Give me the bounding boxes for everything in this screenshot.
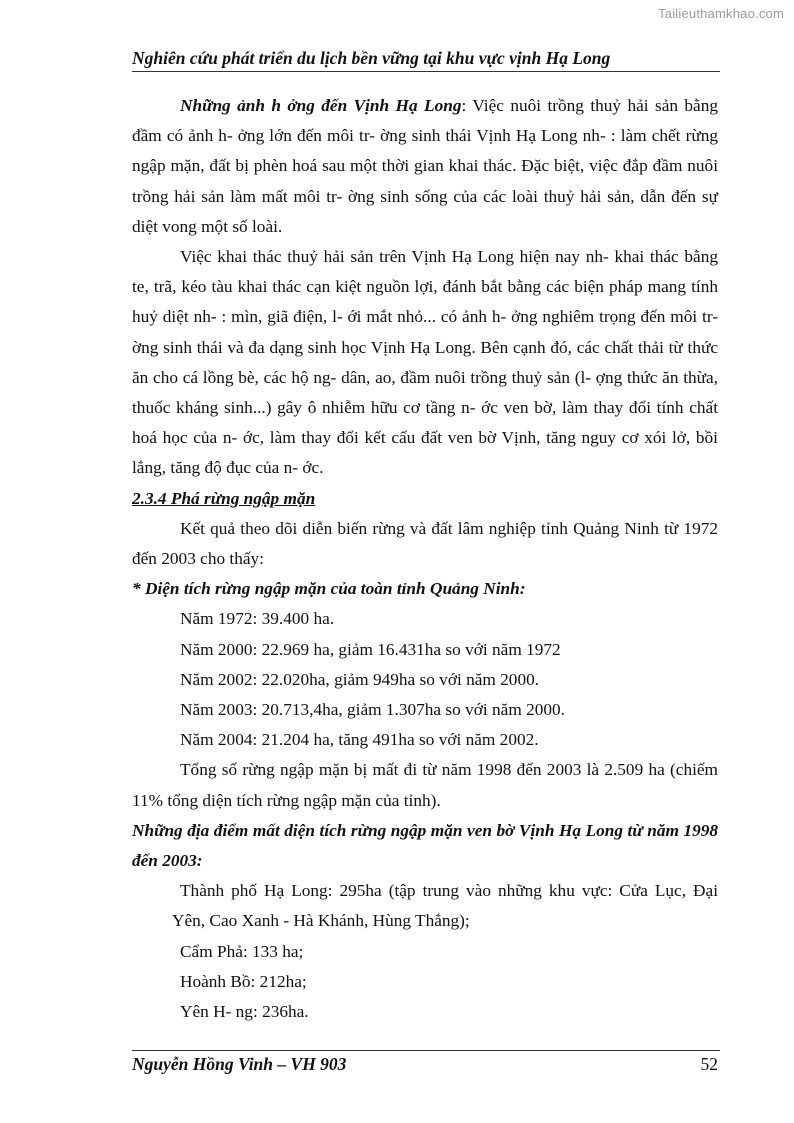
location-item: Hoành Bồ: 212ha; <box>180 971 307 991</box>
paragraph-text: : Việc nuôi trồng thuỷ hải sản bằng đầm có ảnh h- ởng lớn đến môi tr- ờng sinh thái Vịnh Hạ Long nh- : làm chết rừng ngập mặn, đất bị phèn hoá sau một thời gian khai thác. Đặc biệt, việc đắp đầm nuôi trồng hải sản làm mất môi tr- ờng sinh sống của các loài thuỷ hải sản, dẫn đến sự diệt vong một số loài. <box>132 96 718 236</box>
location-item: Cẩm Phả: 133 ha; <box>180 941 304 961</box>
page-number: 52 <box>700 1054 718 1074</box>
page-footer <box>132 1050 720 1075</box>
section-heading: 2.3.4 Phá rừng ngập mặn <box>132 488 316 508</box>
running-header: Nghiên cứu phát triển du lịch bền vững tại khu vực vịnh Hạ Long <box>132 48 720 72</box>
area-item: Năm 2004: 21.204 ha, tăng 491ha so với năm 2002. <box>180 730 539 750</box>
watermark: Tailieuthamkhao.com <box>658 6 784 21</box>
area-item: Năm 1972: 39.400 ha. <box>180 609 335 629</box>
paragraph-monitoring: Kết quả theo dõi diễn biến rừng và đất lâm nghiệp tỉnh Quảng Ninh từ 1972 đến 2003 cho thấy: <box>132 518 718 569</box>
document-body <box>132 91 718 1027</box>
paragraph-impacts <box>132 91 718 242</box>
paragraph-lead: Những ảnh h ởng đến Vịnh Hạ Long <box>180 96 462 115</box>
paragraph-exploitation: Việc khai thác thuỷ hải sản trên Vịnh Hạ Long hiện nay nh- khai thác bằng te, trã, kéo tàu khai thác cạn kiệt nguồn lợi, đánh bắt bằng các biện pháp mang tính huỷ diệt nh- : mìn, giã điện, l- ới mắt nhỏ... có ảnh h- ởng nghiêm trọng đến môi tr- ờng sinh thái và đa dạng sinh học Vịnh Hạ Long. Bên cạnh đó, các chất thải từ thức ăn cho cá lồng bè, các hộ ng- dân, ao, đầm nuôi trồng thuỷ sản (l- ợng thức ăn thừa, thuốc kháng sinh...) gây ô nhiễm hữu cơ tầng n- ớc ven bờ, làm thay đổi tính chất hoá học của n- ớc, làm thay đổi kết cấu đất ven bờ Vịnh, tăng nguy cơ xói lở, bồi lắng, tăng độ đục của n- ớc. <box>132 247 718 478</box>
paragraph-total-loss: Tổng số rừng ngập mặn bị mất đi từ năm 1998 đến 2003 là 2.509 ha (chiếm 11% tổng diện tích rừng ngập mặn của tỉnh). <box>132 760 718 810</box>
area-item: Năm 2003: 20.713,4ha, giảm 1.307ha so với năm 2000. <box>180 700 565 720</box>
footer-author: Nguyễn Hồng Vinh – VH 903 <box>132 1054 347 1074</box>
area-item: Năm 2000: 22.969 ha, giảm 16.431ha so với năm 1972 <box>180 639 561 659</box>
area-item: Năm 2002: 22.020ha, giảm 949ha so với năm 2000. <box>180 669 540 689</box>
subheading-mangrove-area: * Diện tích rừng ngập mặn của toàn tỉnh Quảng Ninh: <box>132 579 526 599</box>
subheading-loss-locations: Những địa điểm mất diện tích rừng ngập mặn ven bờ Vịnh Hạ Long từ năm 1998 đến 2003: <box>132 820 718 871</box>
location-item: Thành phố Hạ Long: 295ha (tập trung vào những khu vực: Cửa Lục, Đại Yên, Cao Xanh - Hà Khánh, Hùng Thắng); <box>172 881 718 931</box>
location-item: Yên H- ng: 236ha. <box>180 1002 309 1022</box>
